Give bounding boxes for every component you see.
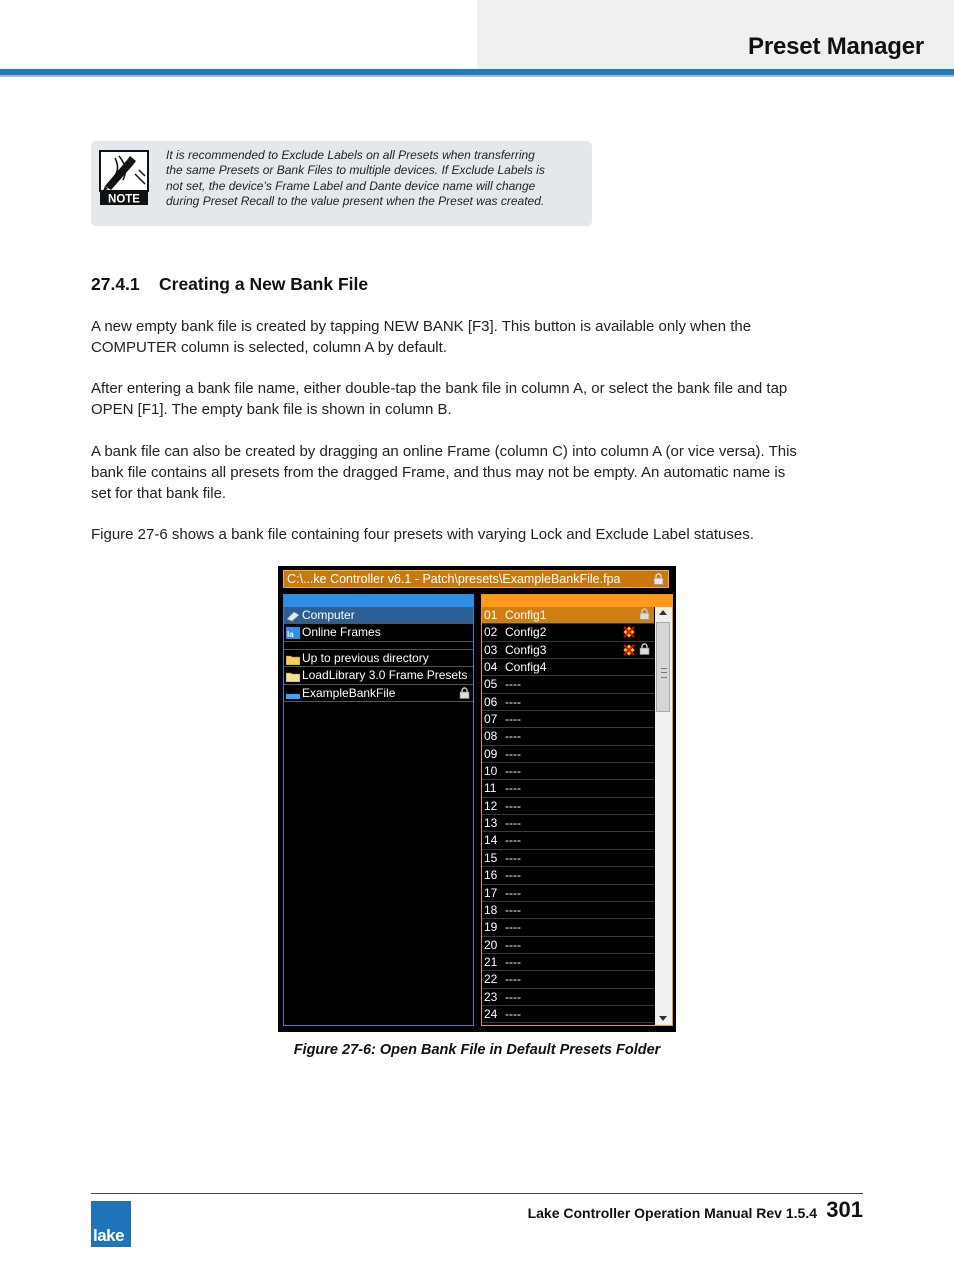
scroll-up-icon[interactable]	[659, 610, 667, 615]
preset-number: 02	[484, 625, 498, 640]
paragraph-new-bank: A new empty bank file is created by tapping NEW BANK [F3]. This button is available only when the COMPUTER column is selected, column A by default.	[91, 318, 752, 356]
preset-row[interactable]	[482, 728, 654, 745]
column-a-computer	[283, 594, 474, 1026]
preset-row[interactable]	[482, 694, 654, 711]
section-heading	[91, 274, 368, 295]
preset-number: 16	[484, 868, 498, 883]
preset-name: ----	[505, 816, 521, 831]
preset-number: 18	[484, 902, 498, 917]
column-b-bank-file	[481, 594, 673, 1026]
scrollbar-thumb[interactable]	[656, 622, 670, 712]
header-rule-shadow	[0, 75, 954, 77]
preset-row[interactable]	[482, 607, 654, 624]
preset-row[interactable]	[482, 885, 654, 902]
preset-name: ----	[505, 902, 521, 917]
preset-number: 15	[484, 850, 498, 865]
note-box	[91, 141, 592, 226]
lock-icon	[459, 687, 470, 702]
preset-list-scrollbar[interactable]	[655, 607, 672, 1025]
preset-row[interactable]	[482, 659, 654, 676]
preset-name: ----	[505, 989, 521, 1004]
preset-number: 12	[484, 798, 498, 813]
paragraph-figure-ref: Figure 27-6 shows a bank file containing four presets with varying Lock and Exclude Label statuses.	[91, 526, 754, 543]
preset-number: 13	[484, 816, 498, 831]
preset-name: Config2	[505, 625, 547, 640]
preset-name: ----	[505, 677, 521, 692]
lake-icon	[286, 627, 300, 641]
lock-icon	[639, 608, 650, 625]
section-title: Creating a New Bank File	[159, 274, 369, 294]
preset-name: ----	[505, 781, 521, 796]
footer-rule	[91, 1193, 863, 1194]
preset-number: 14	[484, 833, 498, 848]
scroll-down-icon[interactable]	[659, 1016, 667, 1021]
preset-row[interactable]	[482, 850, 654, 867]
preset-row[interactable]	[482, 780, 654, 797]
preset-number: 04	[484, 660, 498, 675]
preset-name: ----	[505, 885, 521, 900]
svg-text:la: la	[287, 630, 294, 640]
section-number: 27.4.1	[91, 274, 140, 294]
column-a-item-up-directory[interactable]: Up to previous directory	[284, 650, 473, 667]
preset-row[interactable]	[482, 954, 654, 971]
column-b-header	[482, 595, 672, 607]
bank-file-path: C:\...ke Controller v6.1 - Patch\presets\ExampleBankFile.fpa	[287, 572, 621, 586]
preset-name: ----	[505, 937, 521, 952]
preset-name: ----	[505, 868, 521, 883]
lock-icon	[653, 573, 664, 588]
preset-manager-screenshot	[278, 566, 676, 1032]
folder-icon	[286, 653, 300, 667]
preset-name: ----	[505, 850, 521, 865]
preset-number: 01	[484, 608, 498, 622]
page-title: Preset Manager	[748, 33, 924, 60]
preset-number: 20	[484, 937, 498, 952]
paragraph-open-bank: After entering a bank file name, either double-tap the bank file in column A, or select the bank file and tap OPEN [F1]. The empty bank file is shown in column B.	[91, 380, 788, 418]
preset-row[interactable]	[482, 832, 654, 849]
bank-file-icon	[286, 688, 300, 702]
footer-manual-title: Lake Controller Operation Manual Rev 1.5.4	[527, 1205, 817, 1221]
preset-row[interactable]	[482, 746, 654, 763]
preset-number: 21	[484, 954, 498, 969]
preset-row[interactable]	[482, 1006, 654, 1023]
preset-number: 07	[484, 712, 498, 727]
preset-name: Config3	[505, 642, 547, 657]
preset-name: ----	[505, 798, 521, 813]
preset-row[interactable]	[482, 815, 654, 832]
preset-name: Config4	[505, 660, 547, 675]
preset-number: 11	[484, 781, 497, 796]
preset-name: ----	[505, 972, 521, 987]
preset-row[interactable]	[482, 902, 654, 919]
preset-row[interactable]	[482, 867, 654, 884]
preset-name: ----	[505, 712, 521, 727]
preset-number: 06	[484, 694, 498, 709]
page-number: 301	[826, 1197, 863, 1222]
preset-row[interactable]	[482, 676, 654, 693]
note-icon	[99, 150, 149, 206]
preset-name: ----	[505, 920, 521, 935]
lake-logo: lake	[91, 1201, 131, 1247]
preset-number: 08	[484, 729, 498, 744]
preset-row[interactable]	[482, 937, 654, 954]
column-a-item-examplebankfile[interactable]: ExampleBankFile	[284, 685, 473, 702]
preset-row[interactable]	[482, 971, 654, 988]
preset-name: ----	[505, 1006, 521, 1021]
preset-name: ----	[505, 954, 521, 969]
preset-row[interactable]	[482, 711, 654, 728]
column-a-header	[284, 595, 473, 607]
preset-number: 09	[484, 746, 498, 761]
preset-number: 03	[484, 642, 498, 657]
column-a-item-computer[interactable]: Computer	[284, 607, 473, 624]
header-left-panel	[0, 0, 477, 69]
preset-name: Config1	[505, 608, 547, 622]
preset-number: 10	[484, 764, 498, 779]
preset-number: 17	[484, 885, 498, 900]
preset-number: 22	[484, 972, 498, 987]
preset-number: 23	[484, 989, 498, 1004]
figure-caption: Figure 27-6: Open Bank File in Default Presets Folder	[293, 1042, 661, 1058]
preset-row[interactable]	[482, 919, 654, 936]
folder-icon	[286, 670, 300, 684]
note-text: It is recommended to Exclude Labels on all Presets when transferring the same Presets or Bank Files to multiple devices. If Exclude Labels is not set, the device’s Frame Label and Dante device name will change during Preset Recall to the value present when the Preset was created.	[166, 148, 545, 208]
column-a-divider	[284, 642, 473, 650]
preset-list	[482, 607, 654, 1023]
preset-number: 24	[484, 1006, 498, 1021]
lock-icon	[639, 643, 650, 660]
preset-name: ----	[505, 729, 521, 744]
preset-name: ----	[505, 833, 521, 848]
computer-icon	[286, 610, 300, 624]
column-a-item-online-frames[interactable]: la Online Frames	[284, 624, 473, 641]
preset-number: 05	[484, 677, 498, 692]
preset-row[interactable]	[482, 642, 654, 659]
preset-name: ----	[505, 694, 521, 709]
preset-name: ----	[505, 764, 521, 779]
preset-number: 19	[484, 920, 498, 935]
bank-file-path-bar[interactable]	[283, 570, 669, 588]
preset-row[interactable]	[482, 989, 654, 1006]
preset-name: ----	[505, 746, 521, 761]
paragraph-drag-frame: A bank file can also be created by dragging an online Frame (column C) into column A (or vice versa). This bank file contains all presets from the dragged Frame, and thus may not be empty. An automatic name is set for that bank file.	[91, 443, 797, 502]
preset-row[interactable]	[482, 763, 654, 780]
column-a-item-loadlibrary[interactable]: LoadLibrary 3.0 Frame Presets	[284, 667, 473, 684]
preset-row[interactable]	[482, 798, 654, 815]
preset-row[interactable]	[482, 624, 654, 641]
note-badge-label: NOTE	[108, 193, 140, 206]
